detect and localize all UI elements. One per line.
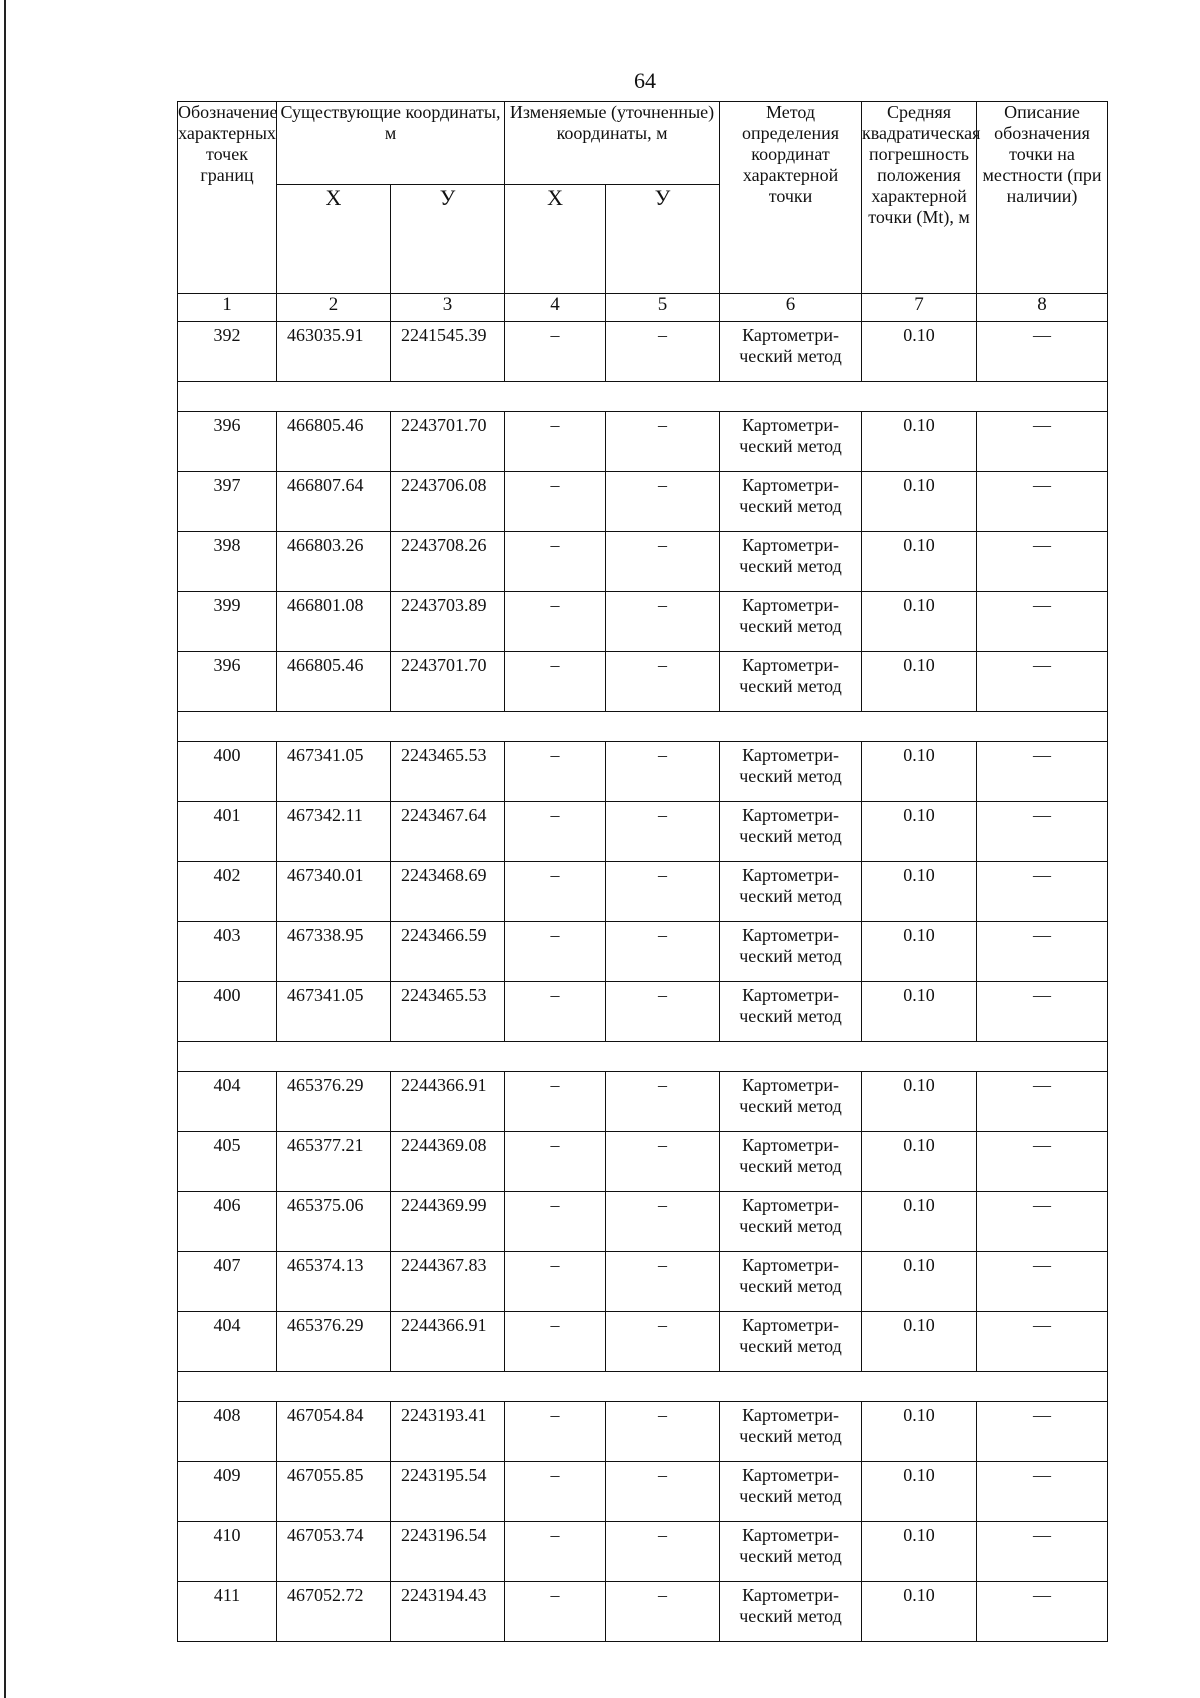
x-existing-cell: 465377.21	[277, 1132, 391, 1192]
y-existing-cell: 2243466.59	[391, 922, 505, 982]
table-body	[178, 322, 1108, 1642]
y-changed-cell: –	[606, 592, 720, 652]
point-cell: 392	[178, 322, 277, 382]
method-cell	[720, 1522, 862, 1582]
error-cell: 0.10	[862, 472, 977, 532]
column-index: 5	[606, 294, 720, 322]
error-cell: 0.10	[862, 652, 977, 712]
point-cell: 404	[178, 1072, 277, 1132]
error-cell: 0.10	[862, 802, 977, 862]
y-changed-cell: –	[606, 412, 720, 472]
x-changed-cell: –	[505, 1072, 606, 1132]
x-existing-cell: 463035.91	[277, 322, 391, 382]
method-cell	[720, 1402, 862, 1462]
method-cell	[720, 1072, 862, 1132]
x-existing-cell: 465376.29	[277, 1072, 391, 1132]
header-method: Метод определения координат характерной точки	[720, 102, 862, 294]
x-changed-cell: –	[505, 412, 606, 472]
x-existing-cell: 466807.64	[277, 472, 391, 532]
method-line-2: ческий метод	[739, 1486, 842, 1506]
error-cell: 0.10	[862, 742, 977, 802]
table-row	[178, 982, 1108, 1042]
table-row	[178, 652, 1108, 712]
method-line-2: ческий метод	[739, 1276, 842, 1296]
point-cell: 396	[178, 652, 277, 712]
method-line-1: Картометри-	[742, 985, 839, 1005]
method-line-1: Картометри-	[742, 1075, 839, 1095]
method-line-1: Картометри-	[742, 1195, 839, 1215]
method-cell	[720, 1582, 862, 1642]
method-cell	[720, 412, 862, 472]
method-line-2: ческий метод	[739, 1096, 842, 1116]
error-cell: 0.10	[862, 1462, 977, 1522]
group-separator-row	[178, 382, 1108, 412]
method-line-1: Картометри-	[742, 535, 839, 555]
table-row	[178, 862, 1108, 922]
error-cell: 0.10	[862, 1402, 977, 1462]
method-line-1: Картометри-	[742, 1255, 839, 1275]
method-cell	[720, 862, 862, 922]
x-changed-cell: –	[505, 982, 606, 1042]
table-row	[178, 1462, 1108, 1522]
x-existing-cell: 467052.72	[277, 1582, 391, 1642]
y-changed-cell: –	[606, 982, 720, 1042]
header-changed-coordinates: Изменяемые (уточненные) координаты, м	[505, 102, 720, 185]
method-line-1: Картометри-	[742, 1315, 839, 1335]
method-line-2: ческий метод	[739, 766, 842, 786]
x-changed-cell: –	[505, 1462, 606, 1522]
method-line-1: Картометри-	[742, 415, 839, 435]
method-line-2: ческий метод	[739, 1006, 842, 1026]
y-existing-cell: 2243195.54	[391, 1462, 505, 1522]
x-existing-cell: 465376.29	[277, 1312, 391, 1372]
method-line-1: Картометри-	[742, 1405, 839, 1425]
description-cell: —	[977, 802, 1108, 862]
y-changed-cell: –	[606, 1132, 720, 1192]
table-row	[178, 1312, 1108, 1372]
point-cell: 399	[178, 592, 277, 652]
y-existing-cell: 2243468.69	[391, 862, 505, 922]
description-cell: —	[977, 862, 1108, 922]
y-existing-cell: 2243467.64	[391, 802, 505, 862]
description-cell: —	[977, 412, 1108, 472]
method-cell	[720, 592, 862, 652]
method-line-2: ческий метод	[739, 1546, 842, 1566]
header-existing-x: Х	[277, 185, 391, 294]
column-index-row	[178, 294, 1108, 322]
column-index: 3	[391, 294, 505, 322]
method-line-1: Картометри-	[742, 1135, 839, 1155]
method-line-1: Картометри-	[742, 595, 839, 615]
point-cell: 398	[178, 532, 277, 592]
table-row	[178, 922, 1108, 982]
x-existing-cell: 467055.85	[277, 1462, 391, 1522]
method-cell	[720, 652, 862, 712]
method-cell	[720, 1192, 862, 1252]
y-changed-cell: –	[606, 1582, 720, 1642]
point-cell: 407	[178, 1252, 277, 1312]
point-cell: 396	[178, 412, 277, 472]
y-existing-cell: 2244366.91	[391, 1072, 505, 1132]
point-cell: 404	[178, 1312, 277, 1372]
table-row	[178, 1522, 1108, 1582]
description-cell: —	[977, 922, 1108, 982]
table-row	[178, 412, 1108, 472]
description-cell: —	[977, 742, 1108, 802]
table-row	[178, 1252, 1108, 1312]
group-separator-row	[178, 1042, 1108, 1072]
x-changed-cell: –	[505, 922, 606, 982]
table-row	[178, 592, 1108, 652]
x-existing-cell: 467053.74	[277, 1522, 391, 1582]
point-cell: 411	[178, 1582, 277, 1642]
y-changed-cell: –	[606, 472, 720, 532]
x-changed-cell: –	[505, 1582, 606, 1642]
method-cell	[720, 532, 862, 592]
table-row	[178, 532, 1108, 592]
description-cell: —	[977, 982, 1108, 1042]
method-line-1: Картометри-	[742, 655, 839, 675]
x-changed-cell: –	[505, 1192, 606, 1252]
error-cell: 0.10	[862, 1252, 977, 1312]
point-cell: 408	[178, 1402, 277, 1462]
x-existing-cell: 466805.46	[277, 652, 391, 712]
method-line-1: Картометри-	[742, 1585, 839, 1605]
y-existing-cell: 2243706.08	[391, 472, 505, 532]
header-point-designation: Обозначение характерных точек границ	[178, 102, 277, 294]
method-cell	[720, 472, 862, 532]
method-line-2: ческий метод	[739, 676, 842, 696]
method-cell	[720, 1132, 862, 1192]
error-cell: 0.10	[862, 322, 977, 382]
description-cell: —	[977, 1312, 1108, 1372]
method-line-2: ческий метод	[739, 616, 842, 636]
table-row	[178, 322, 1108, 382]
x-existing-cell: 467341.05	[277, 742, 391, 802]
y-existing-cell: 2243465.53	[391, 742, 505, 802]
point-cell: 409	[178, 1462, 277, 1522]
x-changed-cell: –	[505, 1252, 606, 1312]
x-existing-cell: 466805.46	[277, 412, 391, 472]
x-changed-cell: –	[505, 1312, 606, 1372]
error-cell: 0.10	[862, 1072, 977, 1132]
column-index: 1	[178, 294, 277, 322]
y-existing-cell: 2243703.89	[391, 592, 505, 652]
description-cell: —	[977, 532, 1108, 592]
method-line-2: ческий метод	[739, 1336, 842, 1356]
method-line-1: Картометри-	[742, 1465, 839, 1485]
y-changed-cell: –	[606, 1402, 720, 1462]
method-line-2: ческий метод	[739, 1426, 842, 1446]
x-changed-cell: –	[505, 1402, 606, 1462]
point-cell: 402	[178, 862, 277, 922]
x-existing-cell: 466801.08	[277, 592, 391, 652]
description-cell: —	[977, 1192, 1108, 1252]
y-changed-cell: –	[606, 1522, 720, 1582]
y-existing-cell: 2243465.53	[391, 982, 505, 1042]
method-line-2: ческий метод	[739, 496, 842, 516]
table-row	[178, 1132, 1108, 1192]
header-existing-coordinates: Существующие координаты, м	[277, 102, 505, 185]
header-description: Описание обозначения точки на местности (при наличии)	[977, 102, 1108, 294]
header-changed-x: Х	[505, 185, 606, 294]
method-line-1: Картометри-	[742, 475, 839, 495]
x-changed-cell: –	[505, 862, 606, 922]
table-row	[178, 1192, 1108, 1252]
error-cell: 0.10	[862, 1312, 977, 1372]
y-changed-cell: –	[606, 1312, 720, 1372]
header-existing-y: У	[391, 185, 505, 294]
method-line-1: Картометри-	[742, 805, 839, 825]
error-cell: 0.10	[862, 1192, 977, 1252]
method-line-2: ческий метод	[739, 1216, 842, 1236]
error-cell: 0.10	[862, 922, 977, 982]
header-changed-y: У	[606, 185, 720, 294]
y-changed-cell: –	[606, 1462, 720, 1522]
description-cell: —	[977, 592, 1108, 652]
method-cell	[720, 1252, 862, 1312]
method-line-1: Картометри-	[742, 925, 839, 945]
coordinates-table	[177, 101, 1108, 1642]
x-changed-cell: –	[505, 322, 606, 382]
group-separator-row	[178, 1372, 1108, 1402]
x-changed-cell: –	[505, 802, 606, 862]
description-cell: —	[977, 652, 1108, 712]
description-cell: —	[977, 1462, 1108, 1522]
point-cell: 397	[178, 472, 277, 532]
y-changed-cell: –	[606, 1192, 720, 1252]
method-line-2: ческий метод	[739, 436, 842, 456]
y-changed-cell: –	[606, 652, 720, 712]
description-cell: —	[977, 1402, 1108, 1462]
table-row	[178, 742, 1108, 802]
y-changed-cell: –	[606, 322, 720, 382]
table-row	[178, 472, 1108, 532]
column-index: 6	[720, 294, 862, 322]
point-cell: 406	[178, 1192, 277, 1252]
x-changed-cell: –	[505, 1132, 606, 1192]
method-line-2: ческий метод	[739, 1606, 842, 1626]
y-changed-cell: –	[606, 862, 720, 922]
y-existing-cell: 2241545.39	[391, 322, 505, 382]
x-changed-cell: –	[505, 652, 606, 712]
x-changed-cell: –	[505, 742, 606, 802]
method-line-2: ческий метод	[739, 826, 842, 846]
column-index: 8	[977, 294, 1108, 322]
error-cell: 0.10	[862, 862, 977, 922]
method-line-2: ческий метод	[739, 886, 842, 906]
method-cell	[720, 322, 862, 382]
y-existing-cell: 2243701.70	[391, 652, 505, 712]
description-cell: —	[977, 1132, 1108, 1192]
method-line-2: ческий метод	[739, 1156, 842, 1176]
y-changed-cell: –	[606, 1072, 720, 1132]
scan-edge-line	[4, 0, 6, 1698]
method-line-1: Картометри-	[742, 865, 839, 885]
x-changed-cell: –	[505, 1522, 606, 1582]
point-cell: 401	[178, 802, 277, 862]
separator-cell	[178, 712, 1108, 742]
table-row	[178, 1072, 1108, 1132]
x-existing-cell: 467341.05	[277, 982, 391, 1042]
x-existing-cell: 467338.95	[277, 922, 391, 982]
table-row	[178, 1402, 1108, 1462]
y-existing-cell: 2244369.08	[391, 1132, 505, 1192]
description-cell: —	[977, 1522, 1108, 1582]
error-cell: 0.10	[862, 412, 977, 472]
group-separator-row	[178, 712, 1108, 742]
y-changed-cell: –	[606, 802, 720, 862]
table-row	[178, 1582, 1108, 1642]
method-cell	[720, 1462, 862, 1522]
page-number: 64	[634, 68, 656, 93]
x-changed-cell: –	[505, 472, 606, 532]
error-cell: 0.10	[862, 532, 977, 592]
y-changed-cell: –	[606, 922, 720, 982]
description-cell: —	[977, 322, 1108, 382]
header-mean-error: Средняя квадратическая погрешность положения характерной точки (Mt), м	[862, 102, 977, 294]
y-changed-cell: –	[606, 742, 720, 802]
method-cell	[720, 982, 862, 1042]
point-cell: 405	[178, 1132, 277, 1192]
method-cell	[720, 742, 862, 802]
column-index: 7	[862, 294, 977, 322]
y-existing-cell: 2243701.70	[391, 412, 505, 472]
method-line-2: ческий метод	[739, 946, 842, 966]
separator-cell	[178, 1042, 1108, 1072]
y-existing-cell: 2243193.41	[391, 1402, 505, 1462]
y-existing-cell: 2243708.26	[391, 532, 505, 592]
x-existing-cell: 467054.84	[277, 1402, 391, 1462]
method-line-1: Картометри-	[742, 745, 839, 765]
error-cell: 0.10	[862, 1522, 977, 1582]
x-changed-cell: –	[505, 532, 606, 592]
description-cell: —	[977, 1582, 1108, 1642]
y-existing-cell: 2244366.91	[391, 1312, 505, 1372]
error-cell: 0.10	[862, 592, 977, 652]
error-cell: 0.10	[862, 982, 977, 1042]
error-cell: 0.10	[862, 1582, 977, 1642]
separator-cell	[178, 1372, 1108, 1402]
x-existing-cell: 465375.06	[277, 1192, 391, 1252]
y-changed-cell: –	[606, 532, 720, 592]
column-index: 4	[505, 294, 606, 322]
point-cell: 400	[178, 982, 277, 1042]
method-line-1: Картометри-	[742, 325, 839, 345]
method-line-1: Картометри-	[742, 1525, 839, 1545]
description-cell: —	[977, 1072, 1108, 1132]
separator-cell	[178, 382, 1108, 412]
description-cell: —	[977, 472, 1108, 532]
table-row	[178, 802, 1108, 862]
point-cell: 403	[178, 922, 277, 982]
method-line-2: ческий метод	[739, 346, 842, 366]
x-existing-cell: 466803.26	[277, 532, 391, 592]
x-existing-cell: 467342.11	[277, 802, 391, 862]
y-existing-cell: 2243194.43	[391, 1582, 505, 1642]
x-existing-cell: 465374.13	[277, 1252, 391, 1312]
y-existing-cell: 2244367.83	[391, 1252, 505, 1312]
column-index: 2	[277, 294, 391, 322]
x-changed-cell: –	[505, 592, 606, 652]
method-line-2: ческий метод	[739, 556, 842, 576]
point-cell: 410	[178, 1522, 277, 1582]
description-cell: —	[977, 1252, 1108, 1312]
y-existing-cell: 2244369.99	[391, 1192, 505, 1252]
point-cell: 400	[178, 742, 277, 802]
method-cell	[720, 922, 862, 982]
y-existing-cell: 2243196.54	[391, 1522, 505, 1582]
method-cell	[720, 802, 862, 862]
y-changed-cell: –	[606, 1252, 720, 1312]
x-existing-cell: 467340.01	[277, 862, 391, 922]
method-cell	[720, 1312, 862, 1372]
error-cell: 0.10	[862, 1132, 977, 1192]
